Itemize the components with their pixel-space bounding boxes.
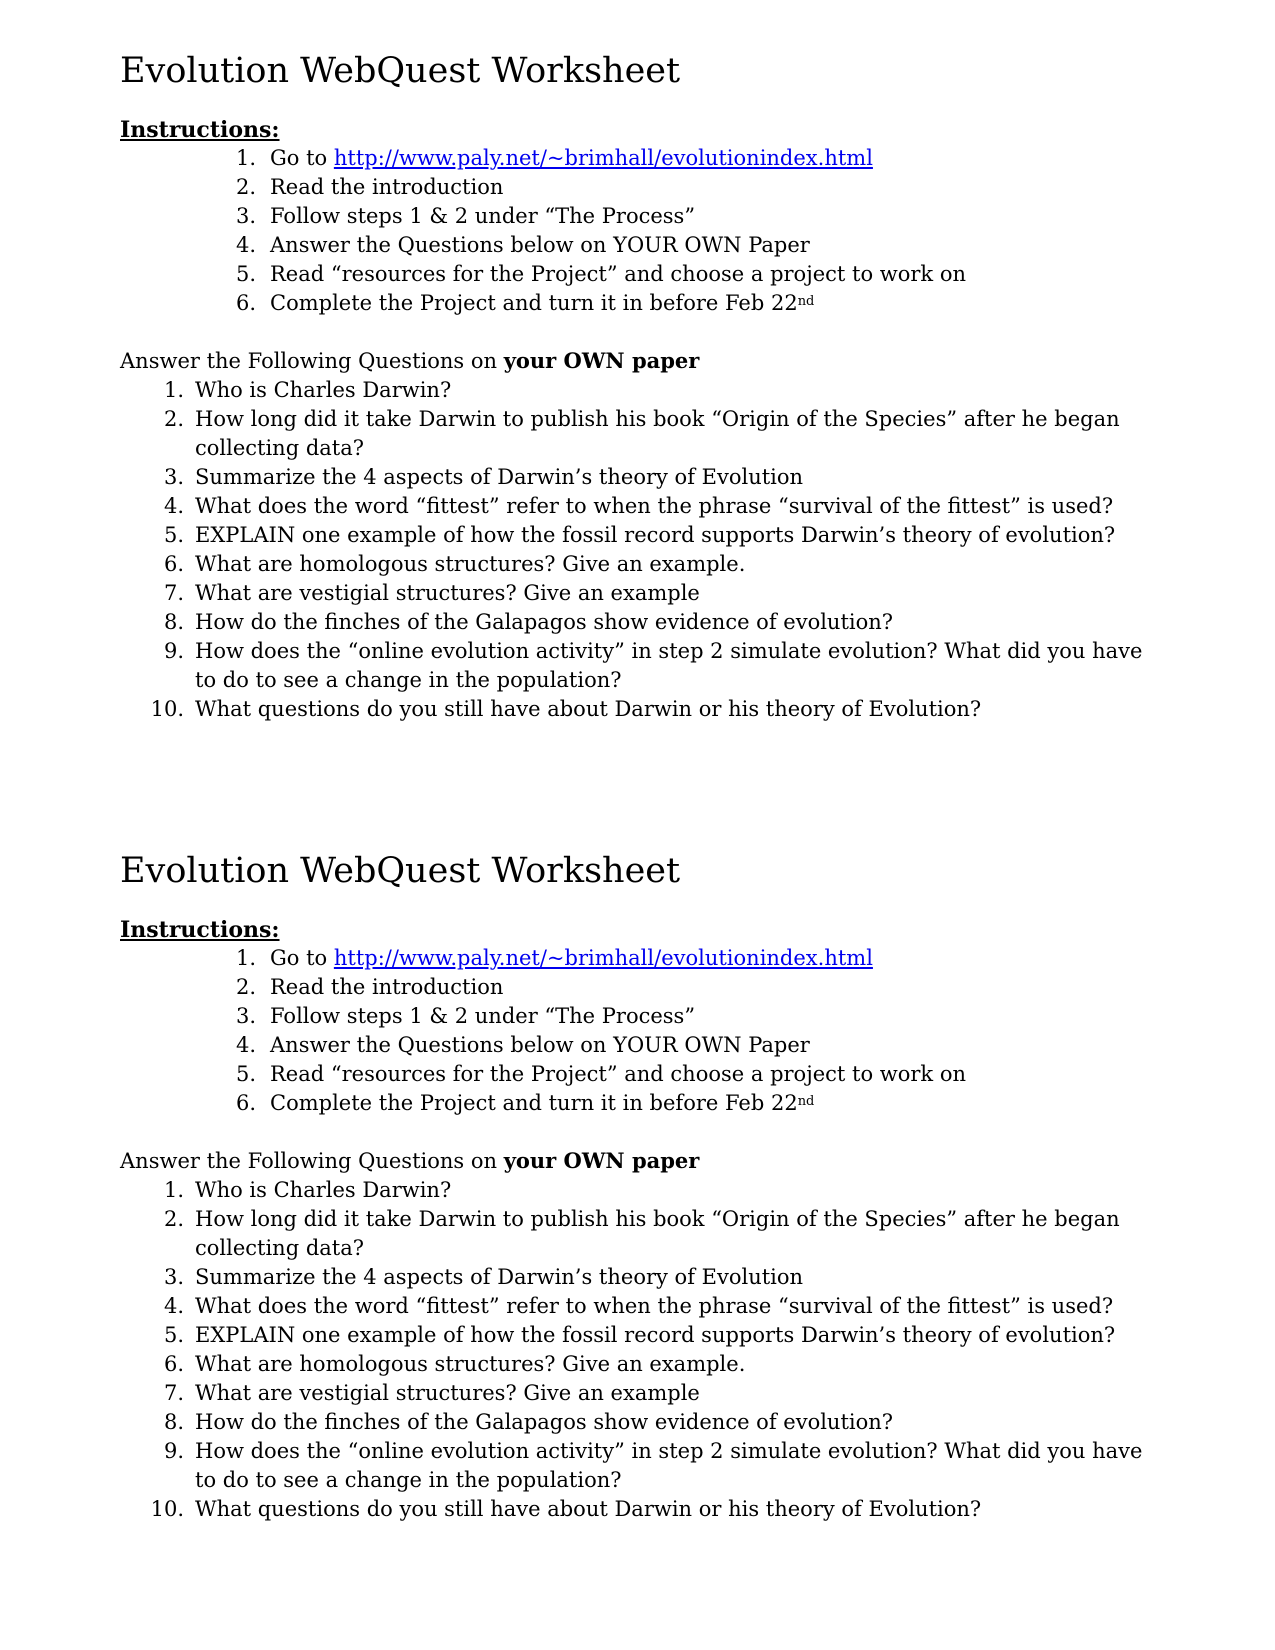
question-text: What questions do you still have about Darwin or his theory of Evolution?	[195, 697, 982, 721]
instructions-heading: Instructions:	[120, 917, 280, 943]
question-item	[120, 608, 1180, 637]
question-number: 2.	[163, 407, 184, 431]
question-number: 8.	[163, 1410, 184, 1434]
instruction-item	[120, 289, 1180, 318]
question-text: How does the “online evolution activity” in step 2 simulate evolution? What did you have to do to see a change in the population?	[195, 639, 1143, 692]
ordinal-suffix: nd	[797, 1094, 815, 1109]
instruction-number: 6.	[235, 291, 256, 315]
question-number: 7.	[163, 1381, 184, 1405]
question-number: 1.	[163, 378, 184, 402]
question-text: How do the finches of the Galapagos show evidence of evolution?	[195, 610, 894, 634]
instruction-number: 6.	[235, 1091, 256, 1115]
question-number: 4.	[163, 1294, 184, 1318]
question-item	[120, 637, 1180, 695]
instruction-item	[120, 1031, 1180, 1060]
instruction-number: 3.	[235, 1004, 256, 1028]
question-item	[120, 1350, 1180, 1379]
question-text: EXPLAIN one example of how the fossil record supports Darwin’s theory of evolution?	[195, 1323, 1116, 1347]
question-number: 8.	[163, 610, 184, 634]
instruction-text: Read the introduction	[270, 175, 504, 199]
instruction-text: Follow steps 1 & 2 under “The Process”	[270, 204, 696, 228]
questions-heading-text: Answer the Following Questions on	[120, 349, 504, 373]
question-item	[120, 1437, 1180, 1495]
question-text: Summarize the 4 aspects of Darwin’s theory of Evolution	[195, 465, 804, 489]
instruction-text: Follow steps 1 & 2 under “The Process”	[270, 1004, 696, 1028]
question-text: How does the “online evolution activity” in step 2 simulate evolution? What did you have to do to see a change in the population?	[195, 1439, 1143, 1492]
instructions-list	[120, 944, 1180, 1118]
instruction-number: 5.	[235, 262, 256, 286]
instruction-item	[120, 1089, 1180, 1118]
question-text: What questions do you still have about Darwin or his theory of Evolution?	[195, 1497, 982, 1521]
instruction-item	[120, 973, 1180, 1002]
question-item	[120, 376, 1180, 405]
question-number: 10.	[150, 697, 184, 721]
worksheet-2	[120, 846, 1180, 1524]
questions-heading-emphasis: your OWN paper	[503, 348, 700, 373]
instruction-number: 1.	[235, 146, 256, 170]
instruction-text: Read the introduction	[270, 975, 504, 999]
question-number: 1.	[163, 1178, 184, 1202]
questions-heading	[120, 1146, 1180, 1176]
question-item	[120, 1321, 1180, 1350]
question-text: Summarize the 4 aspects of Darwin’s theory of Evolution	[195, 1265, 804, 1289]
questions-list	[120, 376, 1180, 724]
question-number: 7.	[163, 581, 184, 605]
question-text: What are vestigial structures? Give an example	[195, 1381, 700, 1405]
questions-list	[120, 1176, 1180, 1524]
ordinal-suffix: nd	[797, 294, 815, 309]
instruction-number: 1.	[235, 946, 256, 970]
instruction-item	[120, 173, 1180, 202]
instruction-text: Complete the Project and turn it in before Feb 22	[270, 1091, 798, 1115]
question-text: EXPLAIN one example of how the fossil record supports Darwin’s theory of evolution?	[195, 523, 1116, 547]
question-item	[120, 1379, 1180, 1408]
instruction-text: Answer the Questions below on YOUR OWN Paper	[270, 1033, 810, 1057]
question-text: What are homologous structures? Give an example.	[195, 552, 746, 576]
instruction-number: 3.	[235, 204, 256, 228]
evolution-index-link[interactable]: http://www.paly.net/~brimhall/evolutionindex.html	[333, 946, 873, 970]
instruction-text: Go to	[270, 146, 334, 170]
question-item	[120, 492, 1180, 521]
instruction-item	[120, 944, 1180, 973]
question-text: What does the word “fittest” refer to when the phrase “survival of the fittest” is used?	[195, 494, 1114, 518]
questions-heading-emphasis: your OWN paper	[503, 1148, 700, 1173]
worksheet-1	[120, 46, 1180, 724]
instructions-heading: Instructions:	[120, 117, 280, 143]
question-item	[120, 1263, 1180, 1292]
question-text: How long did it take Darwin to publish his book “Origin of the Species” after he began collecting data?	[195, 1207, 1120, 1260]
instruction-item	[120, 1002, 1180, 1031]
instruction-text: Answer the Questions below on YOUR OWN Paper	[270, 233, 810, 257]
question-text: Who is Charles Darwin?	[195, 1178, 452, 1202]
question-item	[120, 1408, 1180, 1437]
instruction-text: Read “resources for the Project” and choose a project to work on	[270, 1062, 966, 1086]
question-number: 5.	[163, 1323, 184, 1347]
question-item	[120, 1292, 1180, 1321]
question-item	[120, 405, 1180, 463]
question-number: 10.	[150, 1497, 184, 1521]
question-item	[120, 1205, 1180, 1263]
worksheet-title: Evolution WebQuest Worksheet	[120, 851, 681, 891]
instruction-number: 2.	[235, 175, 256, 199]
question-number: 6.	[163, 552, 184, 576]
question-number: 9.	[163, 1439, 184, 1463]
question-item	[120, 463, 1180, 492]
question-text: What does the word “fittest” refer to when the phrase “survival of the fittest” is used?	[195, 1294, 1114, 1318]
instruction-text: Read “resources for the Project” and choose a project to work on	[270, 262, 966, 286]
question-number: 4.	[163, 494, 184, 518]
question-item	[120, 521, 1180, 550]
instruction-item	[120, 144, 1180, 173]
instructions-list	[120, 144, 1180, 318]
evolution-index-link[interactable]: http://www.paly.net/~brimhall/evolutionindex.html	[333, 146, 873, 170]
question-item	[120, 1176, 1180, 1205]
question-number: 3.	[163, 1265, 184, 1289]
question-text: What are vestigial structures? Give an example	[195, 581, 700, 605]
question-text: Who is Charles Darwin?	[195, 378, 452, 402]
question-text: How long did it take Darwin to publish his book “Origin of the Species” after he began collecting data?	[195, 407, 1120, 460]
question-number: 9.	[163, 639, 184, 663]
question-text: How do the finches of the Galapagos show evidence of evolution?	[195, 1410, 894, 1434]
question-number: 3.	[163, 465, 184, 489]
instruction-number: 4.	[235, 233, 256, 257]
question-item	[120, 1495, 1180, 1524]
question-number: 6.	[163, 1352, 184, 1376]
question-text: What are homologous structures? Give an example.	[195, 1352, 746, 1376]
instruction-text: Go to	[270, 946, 334, 970]
instruction-text: Complete the Project and turn it in before Feb 22	[270, 291, 798, 315]
worksheet-title: Evolution WebQuest Worksheet	[120, 51, 681, 91]
questions-heading	[120, 346, 1180, 376]
instruction-item	[120, 202, 1180, 231]
instruction-item	[120, 1060, 1180, 1089]
question-item	[120, 550, 1180, 579]
question-number: 2.	[163, 1207, 184, 1231]
instruction-number: 5.	[235, 1062, 256, 1086]
instruction-item	[120, 231, 1180, 260]
instruction-number: 2.	[235, 975, 256, 999]
questions-heading-text: Answer the Following Questions on	[120, 1149, 504, 1173]
question-item	[120, 695, 1180, 724]
instruction-number: 4.	[235, 1033, 256, 1057]
question-number: 5.	[163, 523, 184, 547]
instruction-item	[120, 260, 1180, 289]
question-item	[120, 579, 1180, 608]
